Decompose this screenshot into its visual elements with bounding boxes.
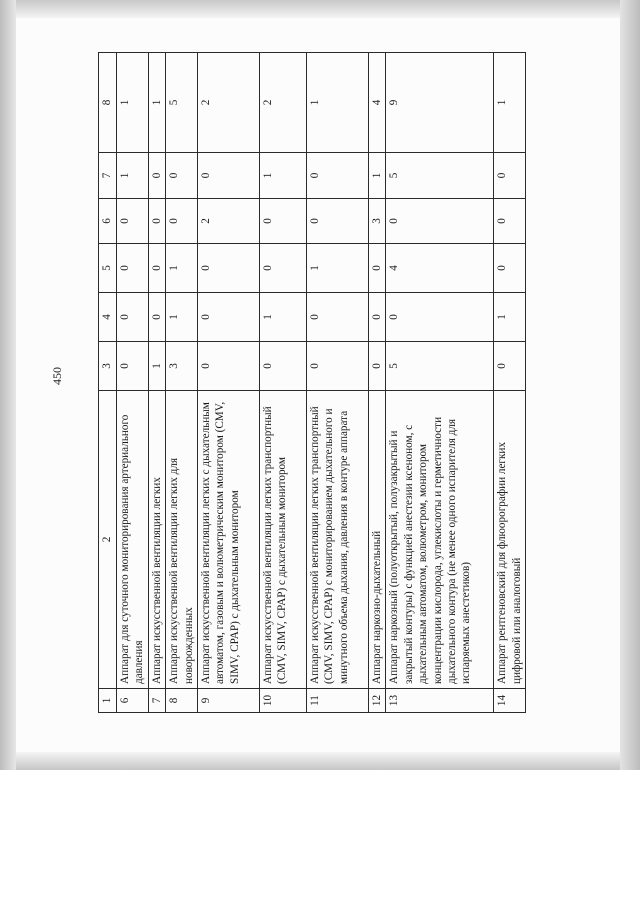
value-cell: 1 [260,293,307,342]
value-cell: 0 [369,342,386,391]
header-cell: 2 [99,391,117,689]
value-cell: 0 [117,199,149,244]
value-cell: 5 [386,153,494,199]
value-cell: 0 [307,153,369,199]
total-cell: 1 [494,53,526,153]
value-cell: 0 [198,153,260,199]
header-cell: 3 [99,342,117,391]
equipment-name: Аппарат искусственной вентиляции легких [148,391,165,689]
value-cell: 0 [198,244,260,293]
table-row [307,53,369,713]
table-row [166,53,198,713]
table-row [260,53,307,713]
row-number: 6 [117,689,149,713]
total-cell: 4 [369,53,386,153]
value-cell: 0 [494,342,526,391]
equipment-name: Аппарат искусственной вентиляции легких транспортный (CMV, SIMV, CPAP) с мониторированием дыхательного и минутного объема дыхания, давления в контуре аппарата [307,391,369,689]
value-cell: 0 [307,199,369,244]
value-cell: 1 [166,293,198,342]
value-cell: 1 [369,153,386,199]
total-cell: 2 [198,53,260,153]
row-number: 8 [166,689,198,713]
value-cell: 2 [198,199,260,244]
value-cell: 1 [494,293,526,342]
table-row [117,53,149,713]
rotated-table-area [98,53,640,713]
row-number: 14 [494,689,526,713]
table-header-row [99,53,117,713]
table-row [386,53,494,713]
value-cell: 1 [166,244,198,293]
total-cell: 1 [148,53,165,153]
value-cell: 1 [260,153,307,199]
value-cell: 1 [307,244,369,293]
row-number: 9 [198,689,260,713]
value-cell: 3 [369,199,386,244]
table-wrapper [98,53,640,713]
value-cell: 0 [148,244,165,293]
table-row [494,53,526,713]
header-cell: 7 [99,153,117,199]
table-row [369,53,386,713]
row-number: 12 [369,689,386,713]
value-cell: 0 [369,244,386,293]
value-cell: 0 [494,199,526,244]
value-cell: 0 [148,153,165,199]
total-cell: 5 [166,53,198,153]
table-row [148,53,165,713]
value-cell: 0 [198,293,260,342]
value-cell: 0 [148,293,165,342]
value-cell: 0 [117,293,149,342]
total-cell: 1 [307,53,369,153]
value-cell: 4 [386,244,494,293]
equipment-name: Аппарат искусственной вентиляции легких с дыхательным автоматом, газовым и волюметрическим монитором (CMV, SIMV, CPAP) с дыхательным монитором [198,391,260,689]
value-cell: 0 [307,342,369,391]
value-cell: 0 [148,199,165,244]
value-cell: 0 [166,199,198,244]
equipment-name: Аппарат искусственной вентиляции легких транспортный (CMV, SIMV, CPAP) с дыхательным монитором [260,391,307,689]
header-cell: 6 [99,199,117,244]
total-cell: 9 [386,53,494,153]
value-cell: 1 [148,342,165,391]
total-cell: 2 [260,53,307,153]
equipment-name: Аппарат наркозный (полуоткрытый, полузакрытый и закрытый контуры) с функцией анестезии ксеноном, с дыхательным автоматом, волюметром, монитором концентрации кислорода, углекислоты и герметичности дыхательного контура (не менее одного испарителя для испаряемых анестетиков) [386,391,494,689]
value-cell: 0 [494,153,526,199]
page-number: 450 [50,367,64,385]
equipment-name: Аппарат для суточного мониторирования артериального давления [117,391,149,689]
value-cell: 0 [307,293,369,342]
value-cell: 0 [260,199,307,244]
header-cell: 4 [99,293,117,342]
header-cell: 5 [99,244,117,293]
row-number: 11 [307,689,369,713]
scan-shadow-bottom [0,752,640,770]
value-cell: 5 [386,342,494,391]
equipment-table [98,52,526,713]
value-cell: 0 [494,244,526,293]
value-cell: 0 [369,293,386,342]
scan-shadow-left [0,0,16,770]
total-cell: 1 [117,53,149,153]
value-cell: 0 [386,199,494,244]
equipment-name: Аппарат наркозно-дыхательный [369,391,386,689]
value-cell: 1 [117,153,149,199]
row-number: 7 [148,689,165,713]
row-number: 13 [386,689,494,713]
header-cell: 8 [99,53,117,153]
value-cell: 0 [198,342,260,391]
value-cell: 0 [117,342,149,391]
equipment-name: Аппарат искусственной вентиляции легких для новорожденных [166,391,198,689]
value-cell: 0 [166,153,198,199]
table-row [198,53,260,713]
value-cell: 0 [117,244,149,293]
scan-shadow-top [0,0,640,18]
equipment-name: Аппарат рентгеновский для флюорографии легких цифровой или аналоговый [494,391,526,689]
value-cell: 0 [260,244,307,293]
value-cell: 0 [386,293,494,342]
blank-area [0,770,640,905]
value-cell: 0 [260,342,307,391]
row-number: 10 [260,689,307,713]
header-cell: 1 [99,689,117,713]
value-cell: 3 [166,342,198,391]
